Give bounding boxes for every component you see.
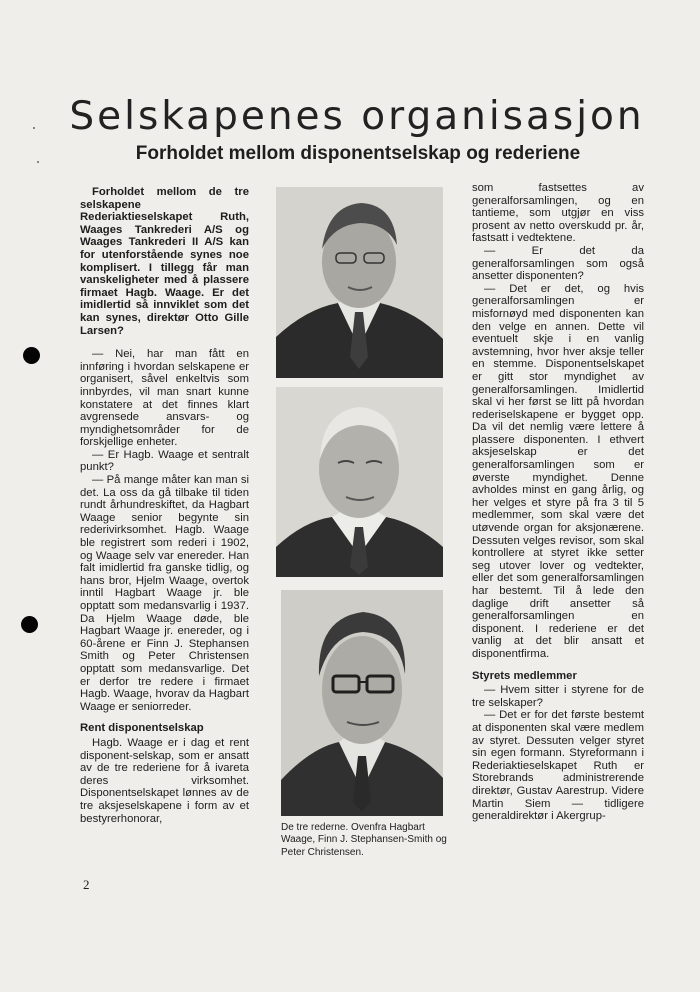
page-title: Selskapenes organisasjon [69, 94, 645, 140]
column-right [472, 182, 644, 823]
paragraph: — Nei, har man fått en innføring i hvordan selskapene er organisert, såvel enkeltvis som innbyrdes, vil man snart kunne konstatere at det finnes klart avgrensede ansvars- og myndighetsområder for de forskjellige enheter. [80, 348, 249, 449]
paragraph: — Er det da generalforsamlingen som også ansetter disponenten? [472, 244, 644, 283]
column-left [80, 186, 249, 825]
page-number: 2 [83, 877, 90, 892]
portrait-photo-3 [281, 590, 443, 816]
intro-paragraph [80, 186, 249, 337]
portrait-hagbart-waage-image [276, 187, 443, 378]
paragraph: Hagb. Waage er i dag et rent disponent-selskap, som er ansatt av de tre rederiene for å ivareta deres virksomhet. Disponentselskapet lønnes av de tre aksjeselskapene i form av et bestyrerhonorar, [80, 736, 249, 825]
page-subtitle: Forholdet mellom disponentselskap og rederiene [135, 142, 581, 164]
subheading: Rent disponentselskap [80, 722, 204, 735]
portrait-photo-2 [276, 387, 443, 577]
paragraph: som fastsettes av generalforsamlingen, og en tantieme, som utgjør en viss prosent av netto overskudd pr. år, fastsatt i vedtektene. [472, 182, 644, 245]
paragraph: — Det er for det første bestemt at disponenten skal være medlem av styret. Dessuten velger styret sin egen formann. Styreformann i Rederiaktieselskapet Ruth er Storebrands administrerende direktør, Gustav Aarestrup. Videre Martin Siem — tidligere generaldirektør i Akergrup- [472, 709, 644, 823]
portrait-peter-christensen-image [281, 590, 443, 816]
binder-hole [23, 347, 40, 364]
paragraph: — Hvem sitter i styrene for de tre selskaper? [472, 684, 644, 709]
paragraph: — Er Hagb. Waage et sentralt punkt? [80, 448, 249, 474]
intro-text: Forholdet mellom de tre selskapene Rederiaktieselskapet Ruth, Waages Tankrederi A/S og Waages Tankrederi II A/S kan for utenforstående synes noe komplisert. I tillegg får man vanskeligheter med å plassere firmaet Hagb. Waage. Er det imidlertid så innviklet som det kan synes, direktør Otto Gille Larsen? [80, 186, 249, 337]
binder-hole [21, 616, 38, 633]
paragraph: — Det er det, og hvis generalforsamlingen er misfornøyd med disponenten kan den velge en annen. Dette vil eventuelt skje i en vanlig avstemning, hvor hver aksje teller en stemme. Disponentselskapet er gitt stor myndighet av generalforsamlingen. Imidlertid skal vi her først se litt på hvordan rederiselskapene er bygget opp. Da vil det nemlig være lettere å plassere disponenten. I ethvert aksjeselskap er det generalforsamlingen som er øverste myndighet. Denne avholdes minst en gang årlig, og her velges et styre på fra 3 til 5 medlemmer, som skal være det utøvende organ for aksjonærene. Dessuten velges revisor, som skal kontrollere at styret ikke setter seg utover lover og vedtekter, eller det som generalforsamlingen har bestemt. Til å lede den daglige drift ansetter så generalforsamlingen en disponent. I rederiene er det vanlig at det blir ansatt et disponentfirma. [472, 282, 644, 660]
portrait-finn-stephansen-smith-image [276, 387, 443, 577]
paragraph: — På mange måter kan man si det. La oss da gå tilbake til tiden rundt århundreskiftet, da Hagbart Waage senior begynte sin rederivirksomhet. Hagb. Waage ble registrert som rederi i 1902, og Waage selv var enereder. Han falt imidlertid fra ganske tidlig, og hans bror, Hjelm Waage, overtok inntil Hagbart Waage jr. ble opptatt som medansvarlig i 1937. Da Hjelm Waage døde, ble Hagbart Waage jr. enereder, og i 60-årene er Finn J. Stephansen Smith og Peter Christensen opptatt som medansvarlige. Det er derfor tre redere i firmaet Hagb. Waage, hvorav da Hagbart Waage er seniorreder. [80, 474, 249, 713]
portrait-photo-1 [276, 187, 443, 378]
photo-caption: De tre rederne. Ovenfra Hagbart Waage, Finn J. Stephansen-Smith og Peter Christensen. [281, 822, 447, 858]
subheading: Styrets medlemmer [472, 669, 577, 682]
